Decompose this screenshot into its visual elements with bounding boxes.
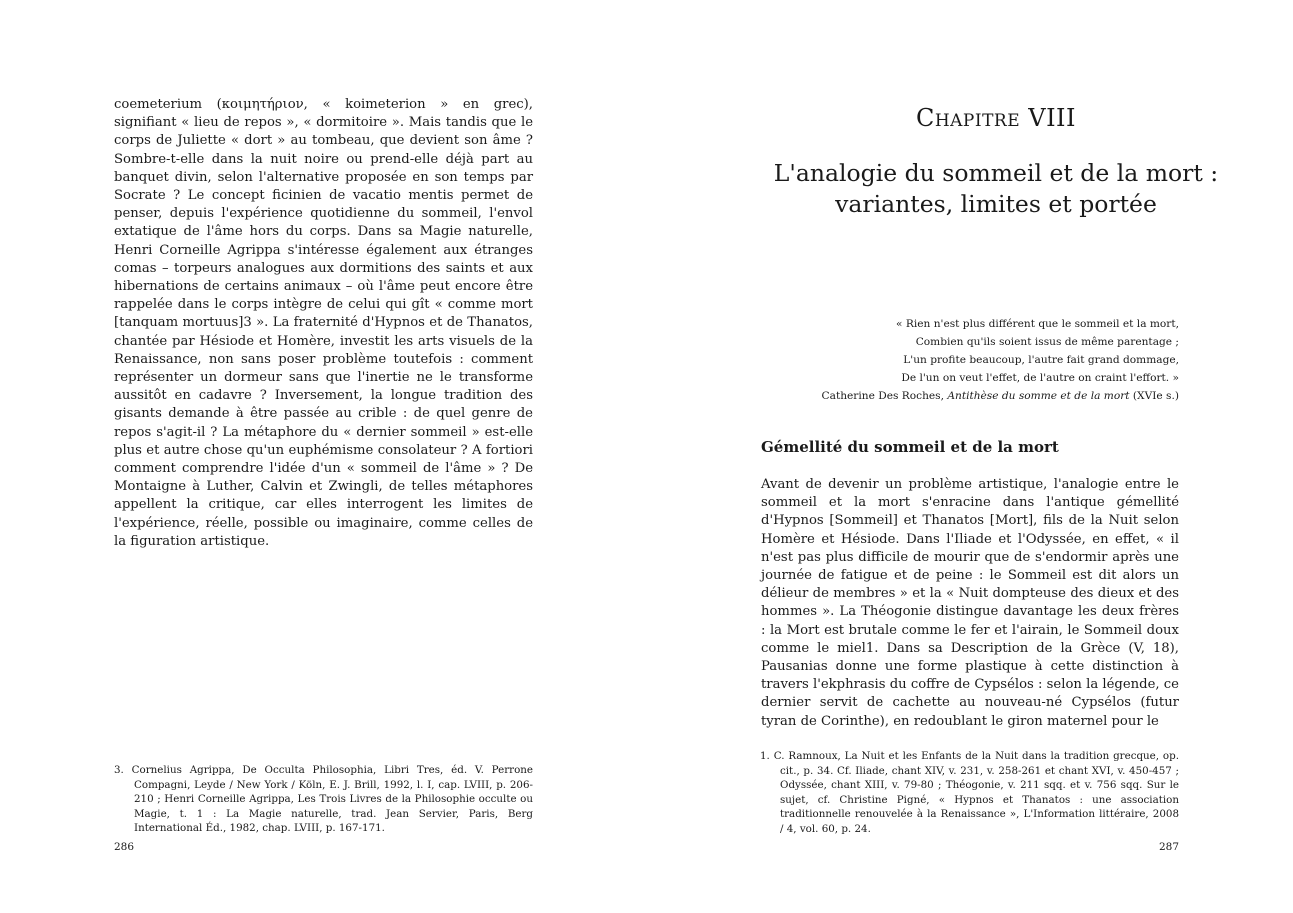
epigraph-line: Combien qu'ils soient issus de même parentage ; [915, 336, 1179, 349]
footnote-3: 3. Cornelius Agrippa, De Occulta Philosophia, Libri Tres, éd. V. Perrone Compagni, Leyde / New York / Köln, E. J. Brill, 1992, l. I, cap. LVIII, p. 206-210 ; Henri Corneille Agrippa, Les Trois Livres de la Philosophie occulte ou Magie, t. 1 : La Magie naturelle, trad. Jean Servier, Paris, Berg International Éd., 1982, chap. LVIII, p. 167-171. [114, 764, 533, 834]
epigraph-line: L'un profite beaucoup, l'autre fait grand dommage, [903, 354, 1179, 367]
page-number-left: 286 [114, 841, 135, 853]
epigraph-attribution [739, 387, 1179, 405]
chapter-label: Chapitre VIII [915, 104, 1077, 132]
right-footnotes [760, 749, 1179, 836]
right-body-paragraph: Avant de devenir un problème artistique, l'analogie entre le sommeil et la mort s'enracine dans l'antique gémellité d'Hypnos [Sommeil] et Thanatos [Mort], fils de la Nuit selon Homère et Hésiode. Dans l'Iliade et l'Odyssée, en effet, « il n'est pas plus difficile de mourir que de s'endormir après une journée de fatigue et de peine : le Sommeil est dit alors un délieur de membres » et la « Nuit dompteuse des dieux et des hommes ». La Théogonie distingue davantage les deux frères : la Mort est brutale comme le fer et l'airain, le Sommeil doux comme le miel1. Dans sa Description de la Grèce (V, 18), Pausanias donne une forme plastique à cette distinction à travers l'ekphrasis du coffre de Cypsélos : selon la légende, ce dernier servit de cachette au nouveau-né Cypsélos (futur tyran de Corinthe), en redoublant le giron maternel pour le [761, 477, 1179, 729]
right-page [646, 0, 1293, 913]
chapter-title-line2: variantes, limites et portée [835, 190, 1157, 218]
chapter-title-line1: L'analogie du sommeil et de la mort : [773, 159, 1219, 187]
left-footnotes [114, 763, 533, 836]
epigraph-line: De l'un on veut l'effet, de l'autre on craint l'effort. » [901, 372, 1179, 385]
right-body-text [761, 476, 1179, 731]
epigraph-line: « Rien n'est plus différent que le sommeil et la mort, [896, 318, 1179, 330]
chapter-title [746, 158, 1246, 220]
left-page [0, 0, 646, 913]
left-body-text [114, 96, 533, 551]
epigraph-work: Antithèse du somme et de la mort [947, 390, 1130, 403]
page-number-right: 287 [1158, 841, 1179, 853]
epigraph [739, 315, 1179, 405]
left-body-paragraph: coemeterium (κοιμητήριον, « koimeterion » en grec), signifiant « lieu de repos », « dormitoire ». Mais tandis que le corps de Juliette « dort » au tombeau, que devient son âme ? Sombre-t-elle dans la nuit noire ou prend-elle déjà part au banquet divin, selon l'alternative proposée en son temps par Socrate ? Le concept ficinien de vacatio mentis permet de penser, depuis l'expérience quotidienne du sommeil, l'envol extatique de l'âme hors du corps. Dans sa Magie naturelle, Henri Corneille Agrippa s'intéresse également aux étranges comas – torpeurs analogues aux dormitions des saints et aux hibernations de certains animaux – où l'âme peut encore être rappelée dans le corps intègre de celui qui gît « comme mort [tanquam mortuus]3 ». La fraternité d'Hypnos et de Thanatos, chantée par Hésiode et Homère, investit les arts visuels de la Renaissance, non sans poser problème toutefois : comment représenter un dormeur sans que l'inertie ne le transforme aussitôt en cadavre ? Inversement, la longue tradition des gisants demande à être passée au crible : de quel genre de repos s'agit-il ? La métaphore du « dernier sommeil » est-elle plus et autre chose qu'un euphémisme consolateur ? A fortiori comment comprendre l'idée d'un « sommeil de l'âme » ? De Montaigne à Luther, Calvin et Zwingli, de telles métaphores appellent la critique, car elles interrogent les limites de l'expérience, réelle, possible ou imaginaire, comme celles de la figuration artistique. [114, 97, 533, 549]
epigraph-author: Catherine Des Roches, [821, 390, 944, 403]
epigraph-date: (XVIe s.) [1132, 390, 1179, 403]
footnote-1: 1. C. Ramnoux, La Nuit et les Enfants de la Nuit dans la tradition grecque, op. cit., p. 34. Cf. Iliade, chant XIV, v. 231, v. 258-261 et chant XVI, v. 450-457 ; Odyssée, chant XIII, v. 79-80 ; Théogonie, v. 211 sqq. et v. 756 sqq. Sur le sujet, cf. Christine Pigné, « Hypnos et Thanatos : une association traditionnelle renouvelée à la Renaissance », L'Information littéraire, 2008 / 4, vol. 60, p. 24. [760, 750, 1179, 835]
section-heading: Gémellité du sommeil et de la mort [761, 438, 1059, 456]
